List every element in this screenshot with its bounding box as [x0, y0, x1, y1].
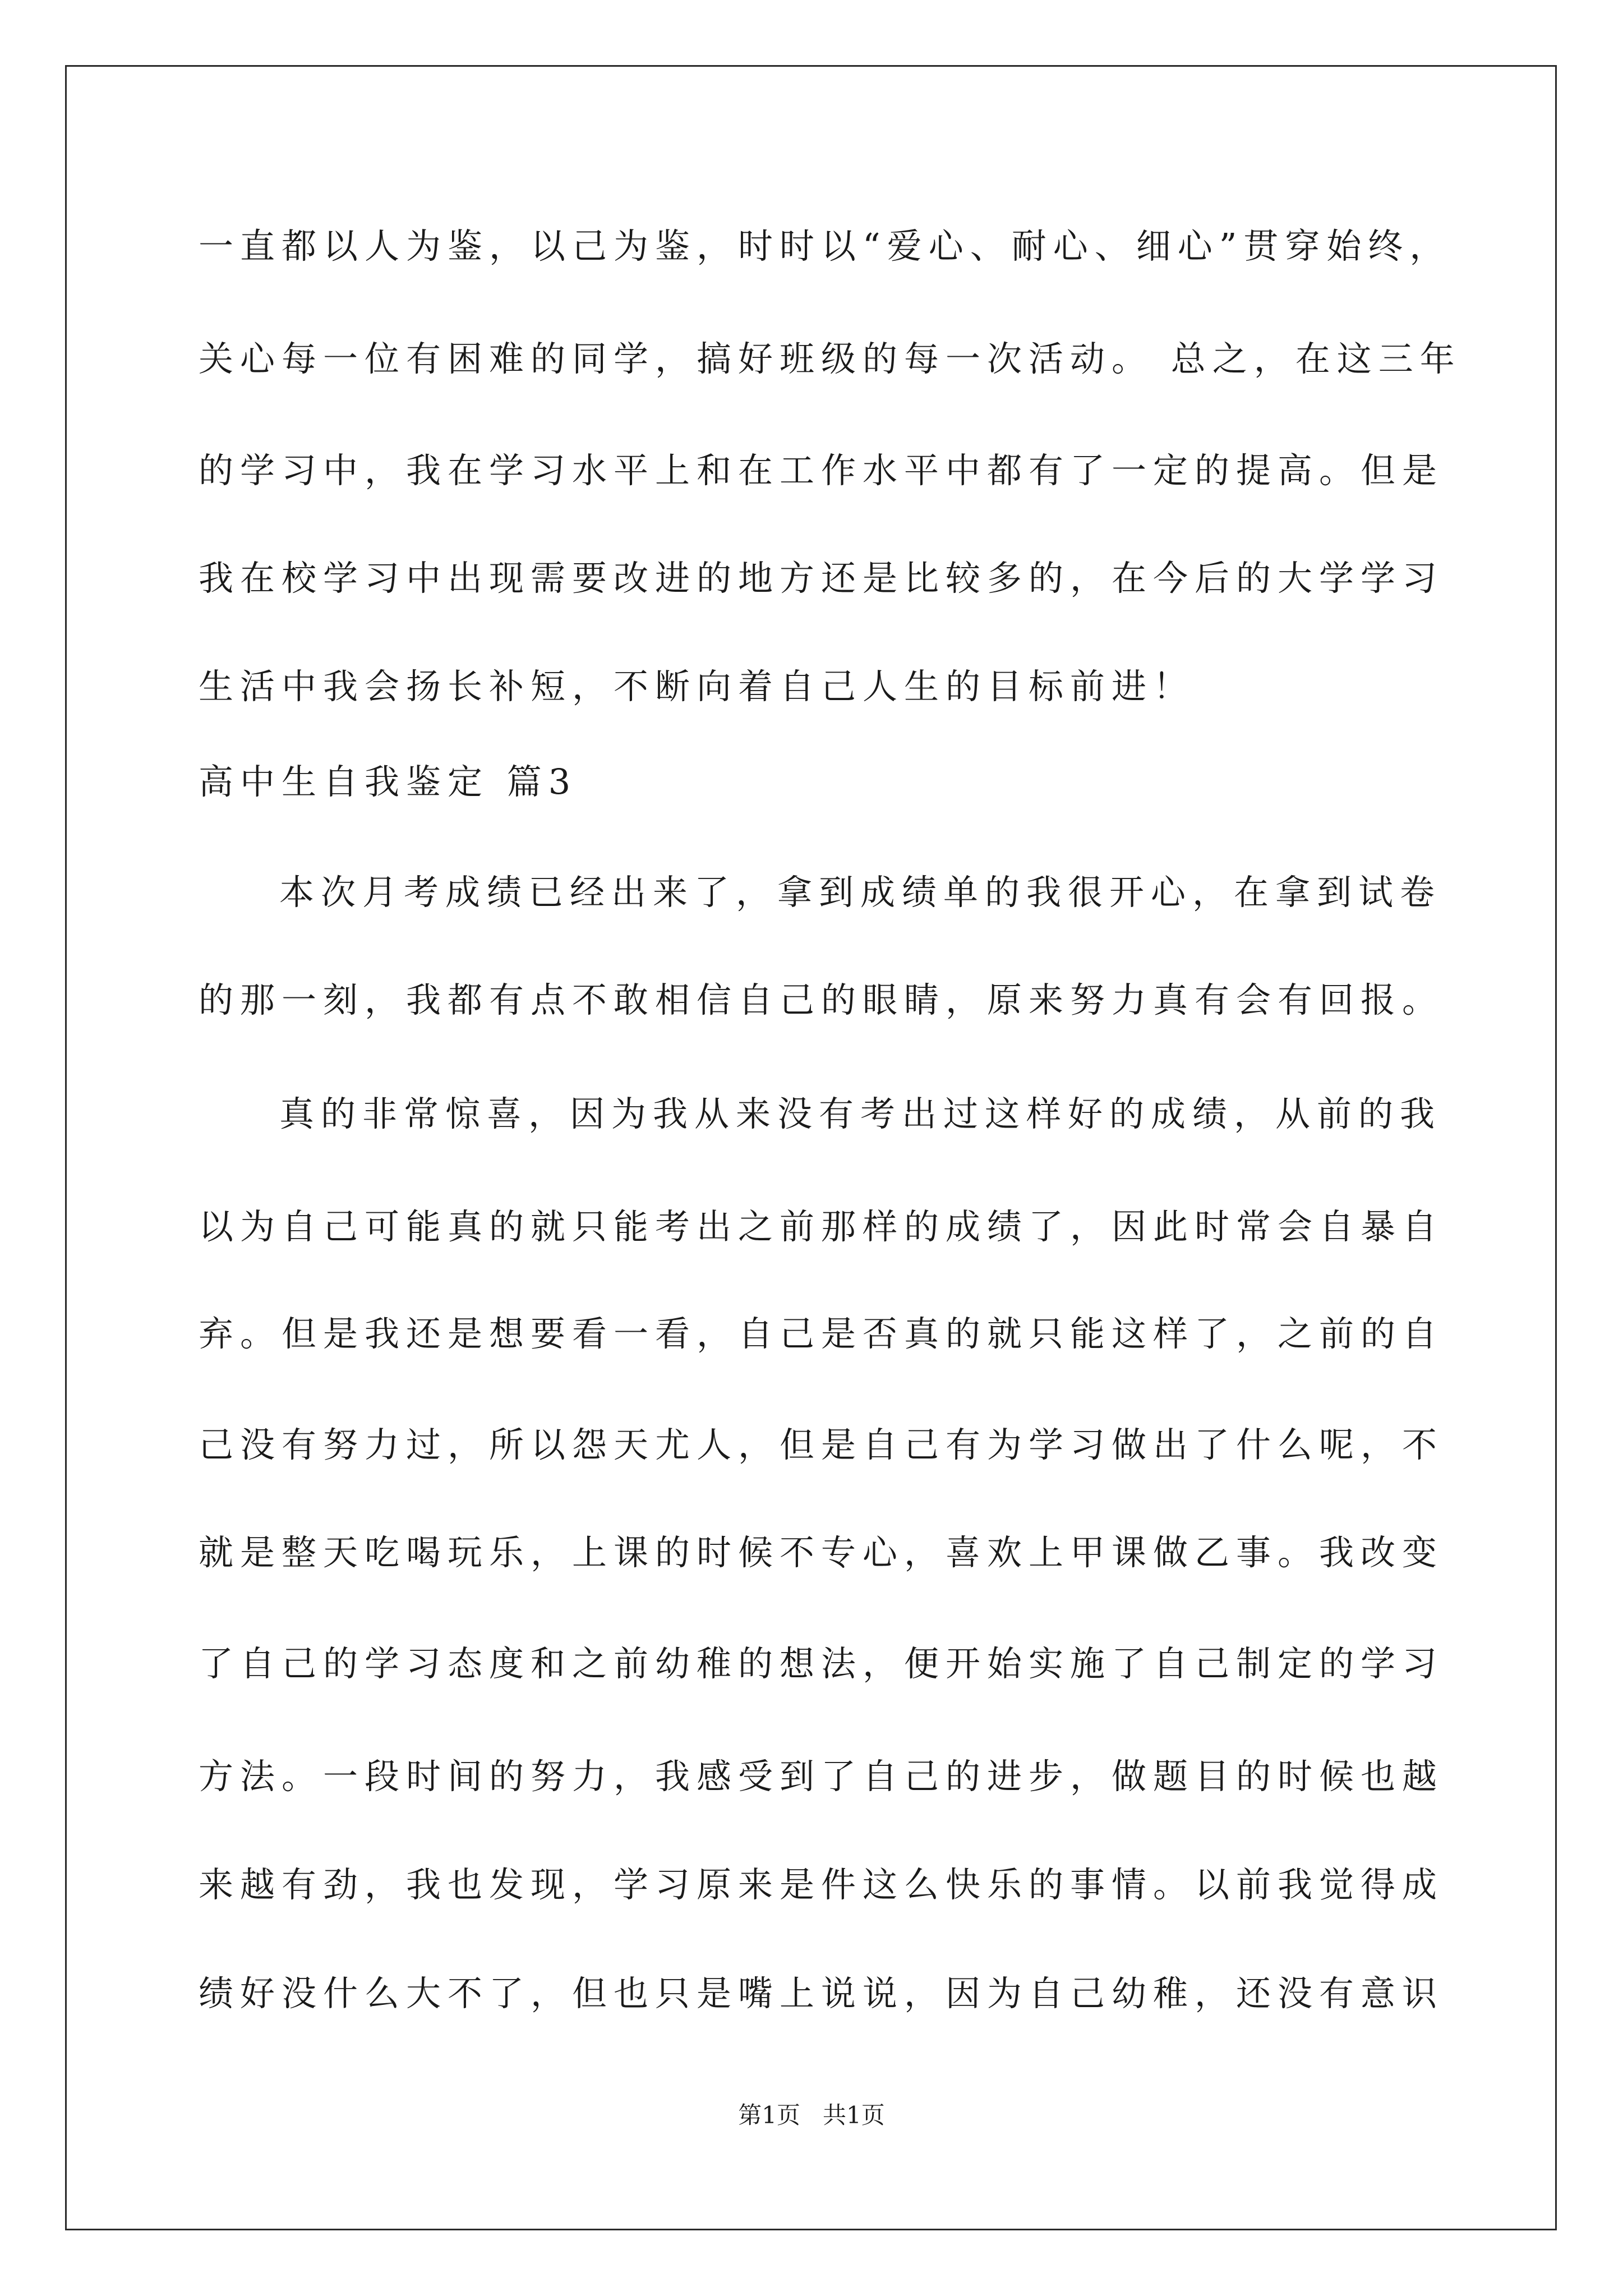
text-line: 以为自己可能真的就只能考出之前那样的成绩了，因此时常会自暴自 [199, 1206, 1444, 1247]
page-number: 第1页 [738, 2101, 800, 2129]
text-line: 弃。但是我还是想要看一看，自己是否真的就只能这样了，之前的自 [199, 1313, 1444, 1354]
text-line: 我在校学习中出现需要改进的地方还是比较多的，在今后的大学学习 [199, 558, 1444, 599]
text-line: 一直都以人为鉴，以己为鉴，时时以“爱心、耐心、细心”贯穿始终， [199, 226, 1451, 266]
text-line: 生活中我会扬长补短，不断向着自己人生的目标前进！ [199, 666, 1195, 707]
page-footer [0, 2097, 1623, 2131]
text-line: 的学习中，我在学习水平上和在工作水平中都有了一定的提高。但是 [199, 450, 1444, 491]
text-line: 来越有劲，我也发现，学习原来是件这么快乐的事情。以前我觉得成 [199, 1864, 1444, 1905]
text-line: 真的非常惊喜，因为我从来没有考出过这样好的成绩，从前的我 [279, 1093, 1442, 1134]
text-line: 的那一刻，我都有点不敢相信自己的眼睛，原来努力真有会有回报。 [199, 979, 1444, 1020]
text-line: 绩好没什么大不了，但也只是嘴上说说，因为自己幼稚，还没有意识 [199, 1973, 1444, 2014]
page-total: 共1页 [823, 2101, 885, 2129]
page-border [65, 65, 1557, 2230]
text-line: 关心每一位有困难的同学，搞好班级的每一次活动。 总之，在这三年 [199, 338, 1461, 379]
text-line: 就是整天吃喝玩乐，上课的时候不专心，喜欢上甲课做乙事。我改变 [199, 1532, 1444, 1573]
text-line: 方法。一段时间的努力，我感受到了自己的进步，做题目的时候也越 [199, 1756, 1444, 1797]
section-heading: 高中生自我鉴定 篇3 [199, 761, 578, 802]
text-line: 己没有努力过，所以怨天尤人，但是自己有为学习做出了什么呢，不 [199, 1424, 1444, 1465]
text-line: 本次月考成绩已经出来了，拿到成绩单的我很开心，在拿到试卷 [279, 872, 1442, 913]
text-line: 了自己的学习态度和之前幼稚的想法，便开始实施了自己制定的学习 [199, 1643, 1444, 1684]
